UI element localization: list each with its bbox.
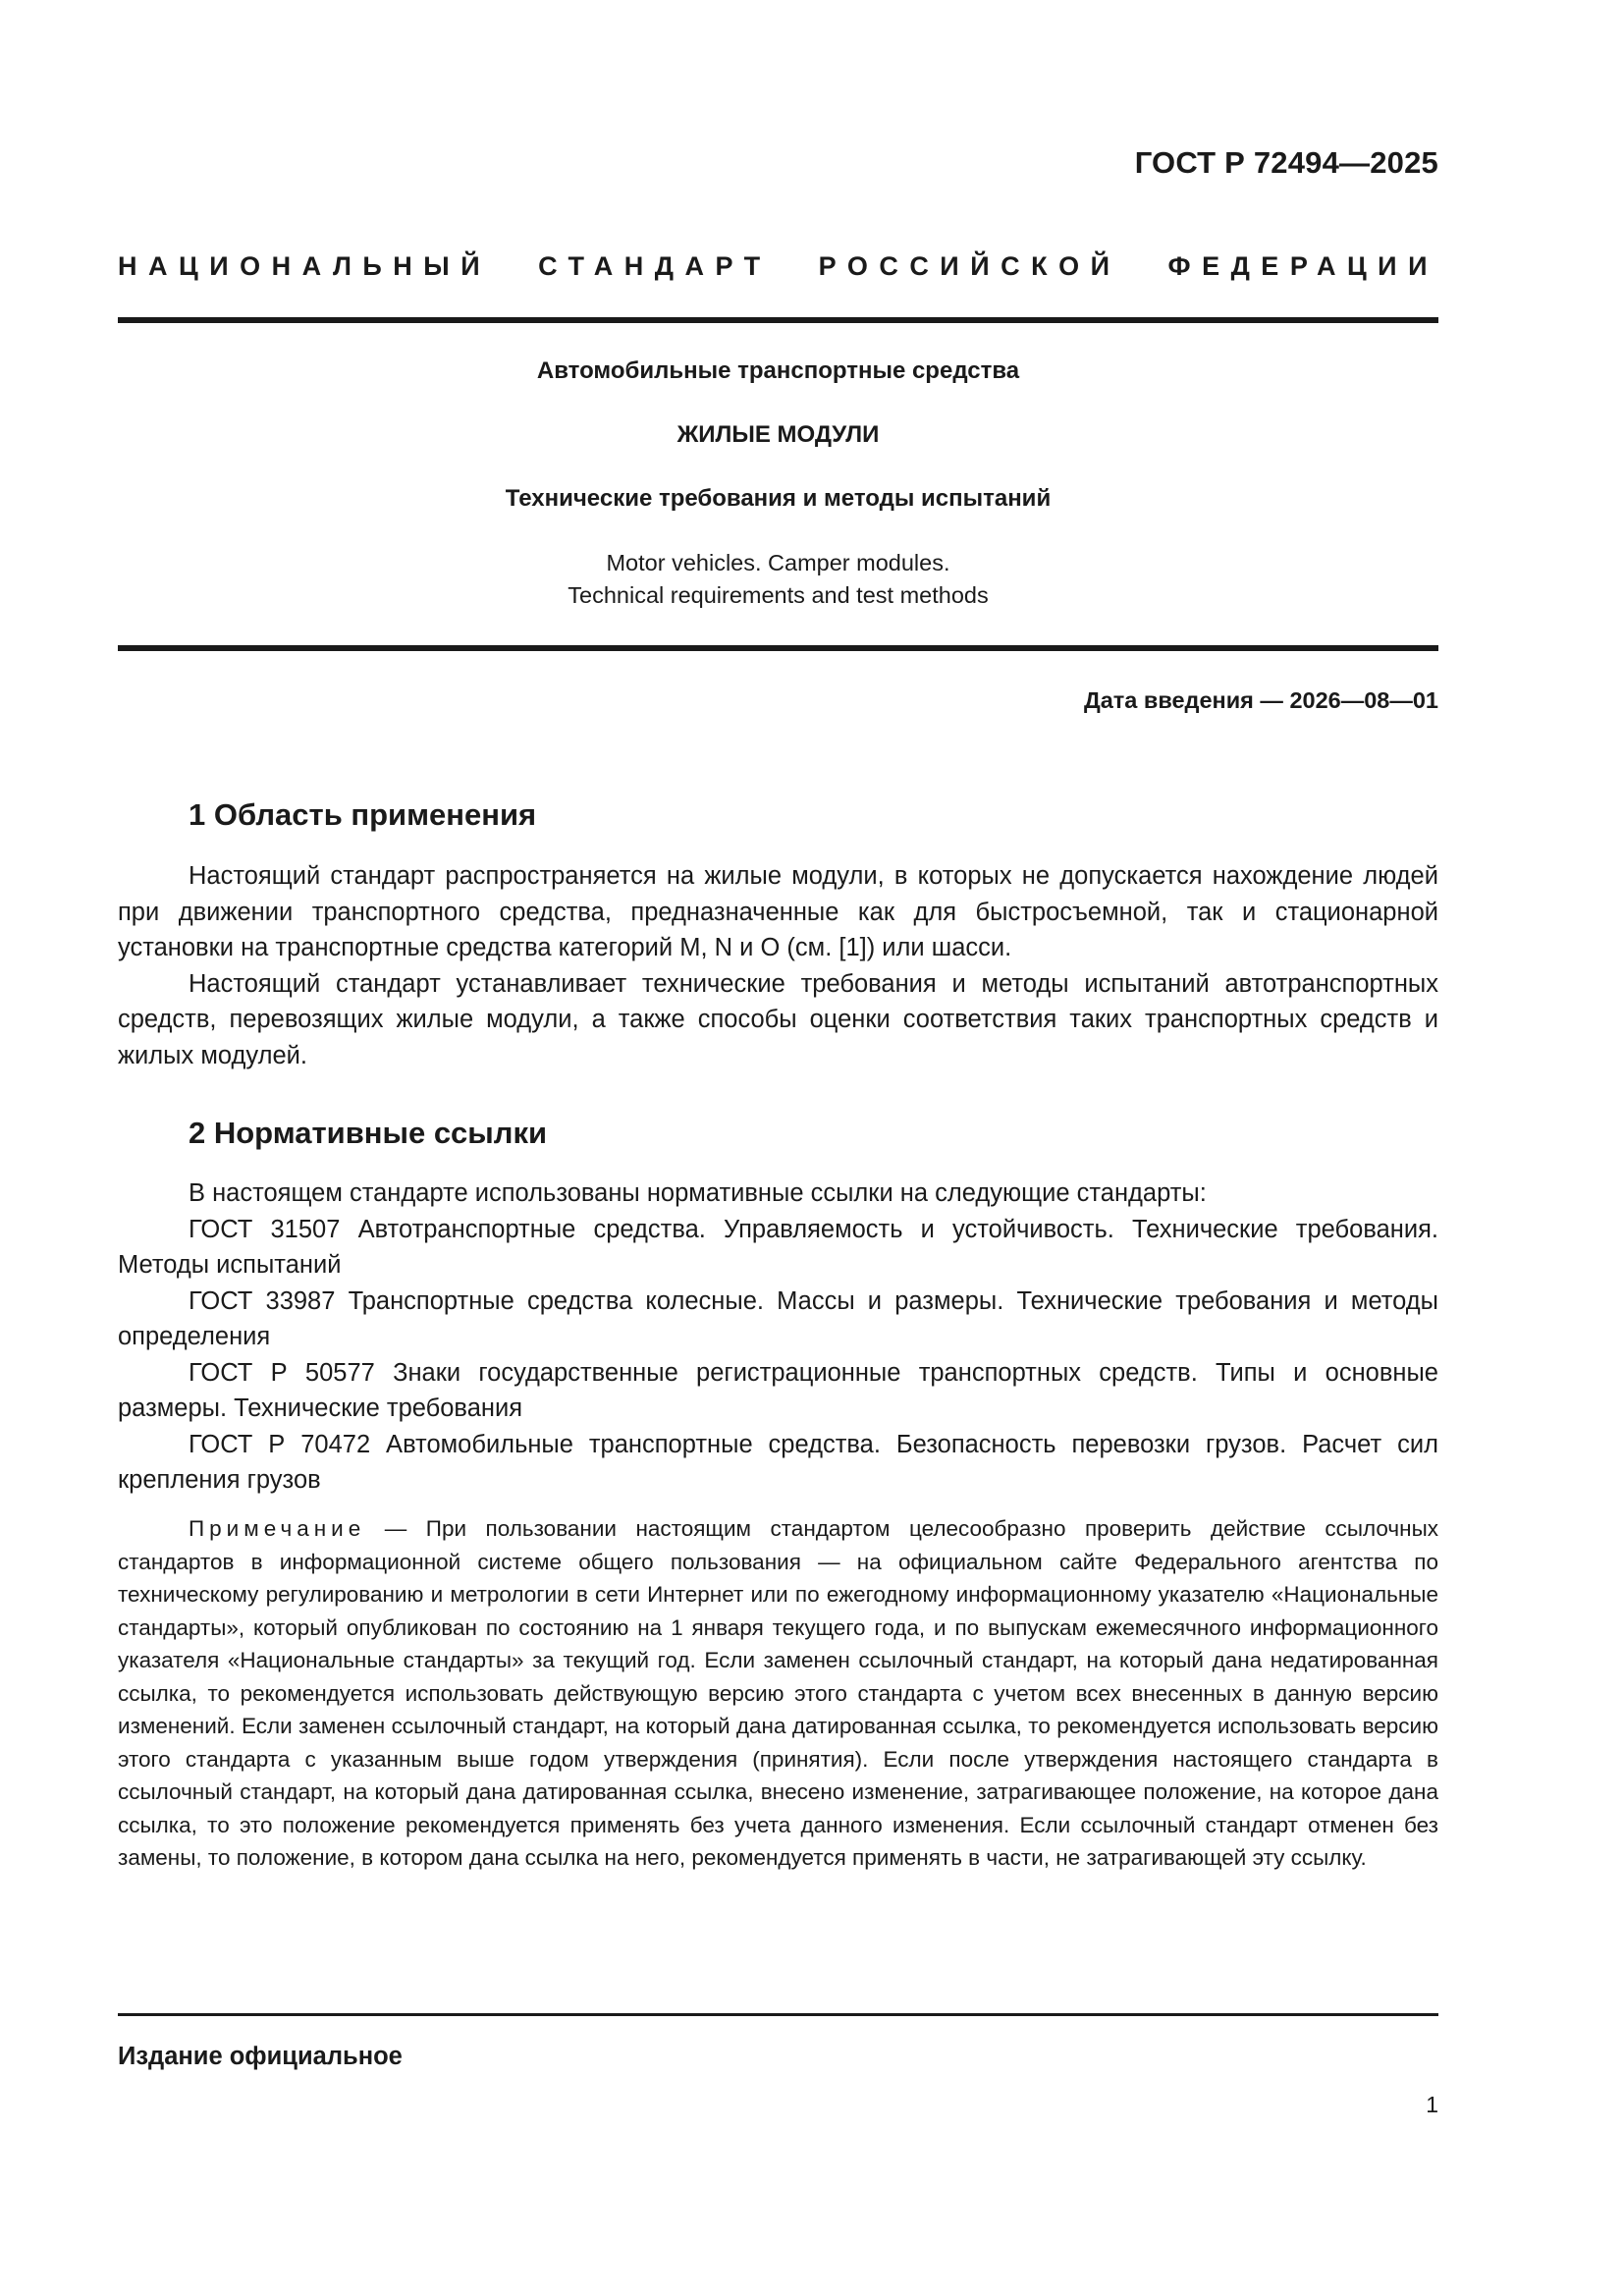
note-label: Примечание bbox=[189, 1516, 366, 1541]
english-title-line-2: Technical requirements and test methods bbox=[568, 582, 989, 608]
section-2-heading: 2 Нормативные ссылки bbox=[189, 1116, 548, 1150]
section-1-paragraph-1: Настоящий стандарт распространяется на жилые модули, в которых не допускается нахождение людей при движении транспортного средства, предназначенные как для быстросъемной, так и стационарной установки на транспортные средства категорий M, N и O (см. [1]) или шасси. bbox=[118, 862, 1438, 961]
section-2-body bbox=[118, 1175, 1438, 1499]
reference-item: ГОСТ 33987 Транспортные средства колесные. Массы и размеры. Технические требования и методы определения bbox=[118, 1286, 1438, 1350]
page-number: 1 bbox=[1426, 2092, 1438, 2117]
title-bottom-rule bbox=[118, 645, 1438, 651]
reference-item: ГОСТ Р 70472 Автомобильные транспортные средства. Безопасность перевозки грузов. Расчет сил крепления грузов bbox=[118, 1430, 1438, 1494]
title-line-3: Технические требования и методы испытаний bbox=[505, 485, 1052, 512]
section-2-intro: В настоящем стандарте использованы нормативные ссылки на следующие стандарты: bbox=[189, 1179, 1207, 1207]
english-title bbox=[118, 547, 1438, 612]
standard-code: ГОСТ Р 72494—2025 bbox=[1134, 145, 1438, 180]
section-1-heading: 1 Область применения bbox=[189, 797, 537, 832]
title-line-1: Автомобильные транспортные средства bbox=[536, 357, 1020, 384]
top-rule bbox=[118, 317, 1438, 323]
official-edition-label: Издание официальное bbox=[118, 2043, 403, 2070]
section-1-paragraph-2: Настоящий стандарт устанавливает технические требования и методы испытаний автотранспортных средств, перевозящих жилые модули, а также способы оценки соответствия таких транспортных средств и жилых модулей. bbox=[118, 969, 1438, 1069]
title-line-2: ЖИЛЫЕ МОДУЛИ bbox=[676, 421, 880, 448]
section-1-body bbox=[118, 858, 1438, 1073]
introduction-date: Дата введения — 2026—08—01 bbox=[1083, 687, 1438, 713]
note-text: — При пользовании настоящим стандартом целесообразно проверить действие ссылочных стандартов в информационной системе общего пользования — на официальном сайте Федерального агентства по техническому регулированию и метрологии в сети Интернет или по ежегодному информационному указателю «Национальные стандарты», который опубликован по состоянию на 1 января текущего года, и по выпускам ежемесячного информационного указателя «Национальные стандарты» за текущий год. Если заменен ссылочный стандарт, на который дана недатированная ссылка, то рекомендуется использовать действующую версию этого стандарта с учетом всех внесенных в данную версию изменений. Если заменен ссылочный стандарт, на который дана датированная ссылка, то рекомендуется использовать версию этого стандарта с указанным выше годом утверждения (принятия). Если после утверждения настоящего стандарта в ссылочный стандарт, на который дана датированная ссылка, внесено изменение, затрагивающее положение, на которое дана ссылка, то это положение рекомендуется применять без учета данного изменения. Если ссылочный стандарт отменен без замены, то положение, в котором дана ссылка на него, рекомендуется применять в части, не затрагивающей эту ссылку. bbox=[118, 1516, 1438, 1870]
note-block bbox=[118, 1512, 1438, 1875]
document-page bbox=[118, 0, 1438, 2296]
english-title-line-1: Motor vehicles. Camper modules. bbox=[606, 550, 950, 575]
reference-item: ГОСТ Р 50577 Знаки государственные регистрационные транспортных средств. Типы и основные размеры. Технические требования bbox=[118, 1358, 1438, 1422]
reference-item: ГОСТ 31507 Автотранспортные средства. Управляемость и устойчивость. Технические требования. Методы испытаний bbox=[118, 1215, 1438, 1279]
national-standard-banner: НАЦИОНАЛЬНЫЙ СТАНДАРТ РОССИЙСКОЙ ФЕДЕРАЦИИ bbox=[118, 251, 1438, 281]
footer-rule bbox=[118, 2013, 1438, 2016]
